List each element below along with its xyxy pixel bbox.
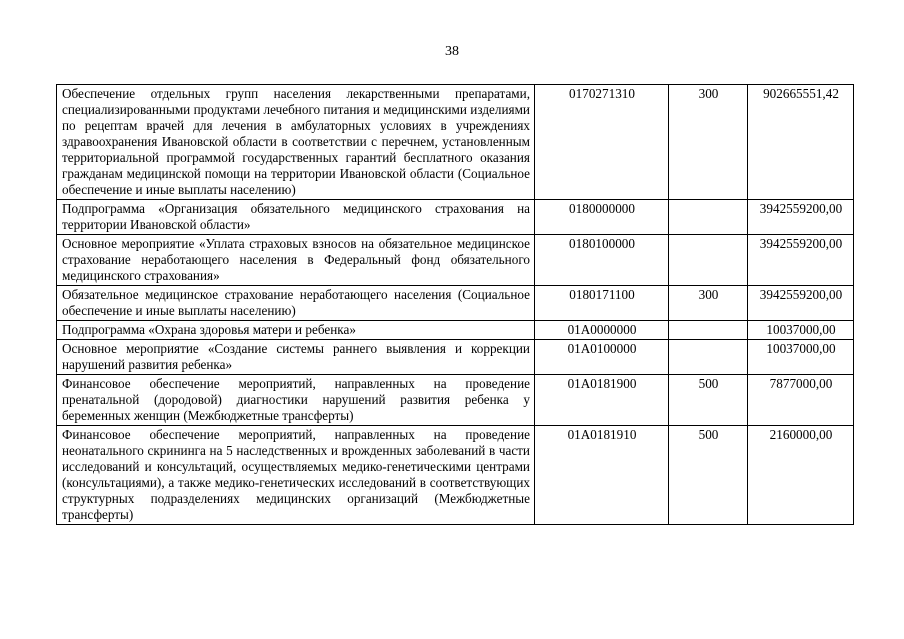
table-row — [57, 286, 854, 321]
row-amount: 2160000,00 — [748, 426, 854, 525]
row-expense-type — [669, 235, 748, 286]
row-description: Основное мероприятие «Уплата страховых взносов на обязательное медицинское страхование неработающего населения в Федеральный фонд обязательного медицинского страхования» — [57, 235, 535, 286]
row-description: Основное мероприятие «Создание системы раннего выявления и коррекции нарушений развития ребенка» — [57, 340, 535, 375]
row-amount: 3942559200,00 — [748, 200, 854, 235]
row-code: 0180100000 — [535, 235, 669, 286]
row-amount: 3942559200,00 — [748, 286, 854, 321]
table-row — [57, 426, 854, 525]
row-description: Обязательное медицинское страхование неработающего населения (Социальное обеспечение и иные выплаты населению) — [57, 286, 535, 321]
table-row — [57, 321, 854, 340]
table-row — [57, 85, 854, 200]
row-expense-type — [669, 340, 748, 375]
row-expense-type: 300 — [669, 286, 748, 321]
row-code: 0170271310 — [535, 85, 669, 200]
row-amount: 10037000,00 — [748, 321, 854, 340]
table-row — [57, 340, 854, 375]
row-expense-type: 500 — [669, 426, 748, 525]
row-amount: 10037000,00 — [748, 340, 854, 375]
row-expense-type: 300 — [669, 85, 748, 200]
row-description: Подпрограмма «Организация обязательного медицинского страхования на территории Ивановской области» — [57, 200, 535, 235]
page-number: 38 — [445, 44, 459, 59]
table-row — [57, 200, 854, 235]
row-description: Подпрограмма «Охрана здоровья матери и ребенка» — [57, 321, 535, 340]
row-code: 01А0181900 — [535, 375, 669, 426]
row-code: 0180000000 — [535, 200, 669, 235]
row-description: Обеспечение отдельных групп населения лекарственными препаратами, специализированными продуктами лечебного питания и медицинскими изделиями по рецептам врачей для лечения в амбулаторных условиях в учреждениях здравоохранения Ивановской области в соответствии с перечнем, установленным территориальной программой государственных гарантий бесплатного оказания гражданам медицинской помощи на территории Ивановской области (Социальное обеспечение и иные выплаты населению) — [57, 85, 535, 200]
table-row — [57, 235, 854, 286]
row-code: 01А0000000 — [535, 321, 669, 340]
row-amount: 7877000,00 — [748, 375, 854, 426]
row-amount: 3942559200,00 — [748, 235, 854, 286]
budget-table — [56, 84, 854, 525]
row-description: Финансовое обеспечение мероприятий, направленных на проведение неонатального скрининга на 5 наследственных и врожденных заболеваний в части исследований и консультаций, осуществляемых медико-генетическими центрами (консультациями), а также медико-генетических исследований в соответствующих структурных подразделениях медицинских организаций (Межбюджетные трансферты) — [57, 426, 535, 525]
row-expense-type — [669, 200, 748, 235]
row-expense-type: 500 — [669, 375, 748, 426]
row-code: 01А0100000 — [535, 340, 669, 375]
row-amount: 902665551,42 — [748, 85, 854, 200]
table-row — [57, 375, 854, 426]
row-description: Финансовое обеспечение мероприятий, направленных на проведение пренатальной (дородовой) диагностики нарушений развития ребенка у беременных женщин (Межбюджетные трансферты) — [57, 375, 535, 426]
row-expense-type — [669, 321, 748, 340]
row-code: 01А0181910 — [535, 426, 669, 525]
row-code: 0180171100 — [535, 286, 669, 321]
